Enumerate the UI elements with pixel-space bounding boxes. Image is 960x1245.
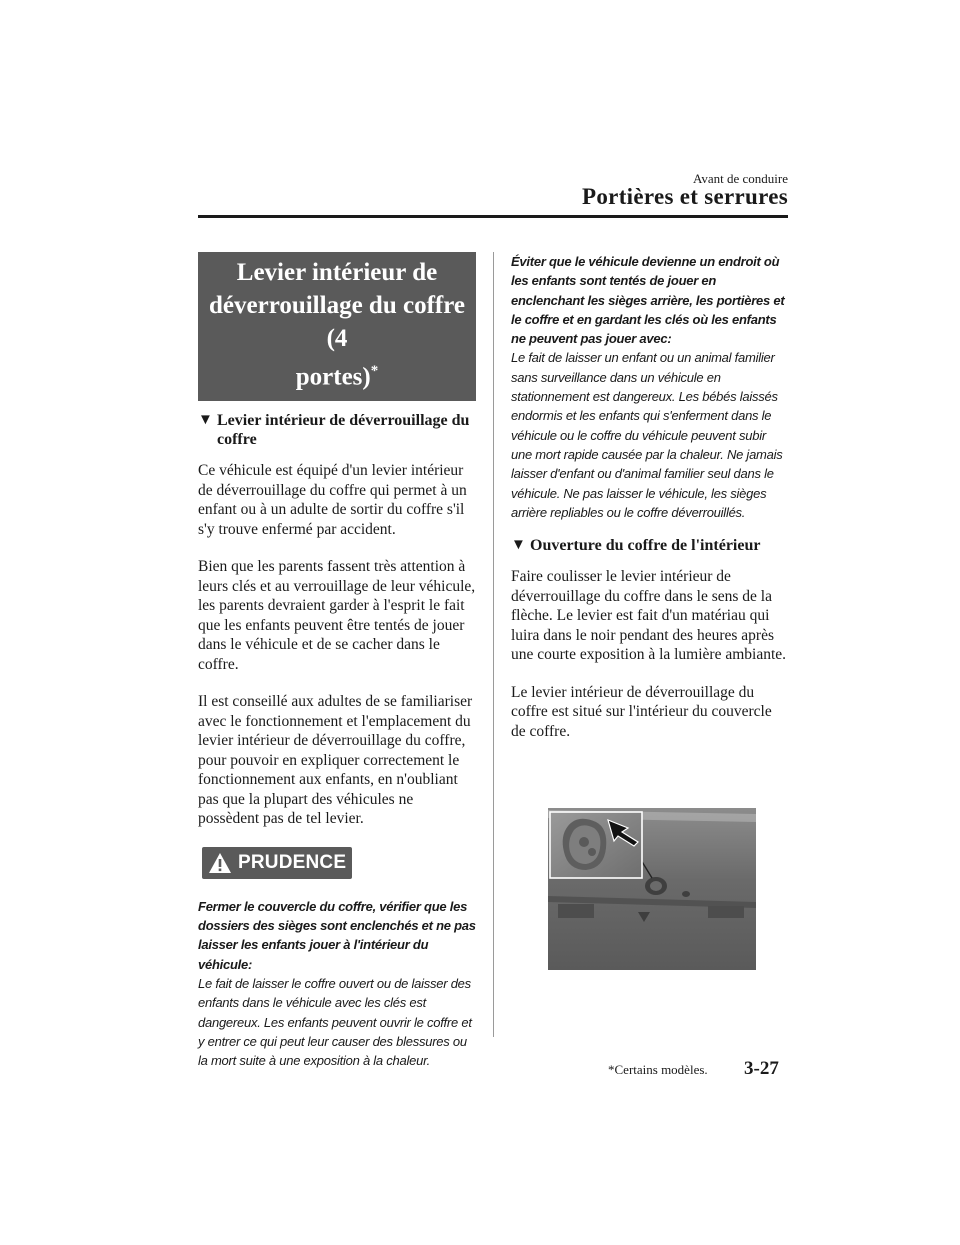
header-rule (198, 215, 788, 218)
caution-label: PRUDENCE (238, 851, 347, 873)
left-column (198, 252, 476, 1071)
caution-badge (202, 847, 352, 879)
subhead-interior-release (198, 411, 476, 449)
triangle-marker-icon: ▼ (198, 412, 213, 429)
trunk-release-lever-photo (548, 808, 756, 970)
warning-heading-right: Éviter que le véhicule devienne un endroit où les enfants sont tentés de jouer en enclenchant les sièges arrière, les portières et le coffre et en gardant les clés où les enfants ne peuvent pas jouer avec: (511, 254, 785, 347)
banner-line-1: Levier intérieur de (236, 259, 438, 286)
subhead-text: Ouverture du coffre de l'intérieur (530, 537, 761, 555)
paragraph-1: Ce véhicule est équipé d'un levier intérieur de déverrouillage du coffre qui permet à un enfant ou à un adulte de sortir du coffre s'il s'y trouve enfermé par accident. (198, 462, 467, 538)
subhead-open-trunk (511, 536, 789, 555)
section-title: Portières et serrures (582, 184, 788, 209)
banner-line-3 (200, 355, 474, 393)
warning-triangle-icon (208, 852, 232, 874)
triangle-marker-icon: ▼ (511, 537, 526, 554)
banner-line-3-text: portes) (295, 363, 371, 391)
subhead-text: Levier intérieur de déverrouillage du coffre (217, 412, 470, 449)
paragraph-2: Le levier intérieur de déverrouillage du coffre est situé sur l'intérieur du couvercle de coffre. (511, 683, 772, 740)
section-banner (198, 252, 476, 401)
column-divider (493, 252, 494, 1037)
paragraph-3: Il est conseillé aux adultes de se familiariser avec le fonctionnement et l'emplacement du levier intérieur de déverrouillage du coffre, pour pouvoir en expliquer correctement le fonctionnement aux enfants, en n'oubliant pas que la plupart des véhicules ne possèdent pas de tel levier. (198, 693, 473, 828)
certain-models-mark: * (370, 363, 379, 379)
footnote: *Certains modèles. (608, 1062, 708, 1077)
chapter-label: Avant de conduire (692, 171, 788, 186)
warning-text-left: Le fait de laisser le coffre ouvert ou de laisser des enfants dans le véhicule avec les clés est dangereux. Les enfants peuvent ouvrir le coffre et y entrer ce qui peut leur causer des blessures ou la mort suite à une exposition à la chaleur. (198, 976, 472, 1069)
warning-heading-left: Fermer le couvercle du coffre, vérifier que les dossiers des sièges sont enclenchés et ne pas laisser les enfants jouer à l'intérieur du véhicule: (198, 898, 476, 972)
banner-line-2: déverrouillage du coffre (4 (209, 292, 465, 352)
paragraph-1: Faire coulisser le levier intérieur de déverrouillage du coffre dans le sens de la flèche. Le levier est fait d'un matériau qui luira dans le noir pendant des heures après une courte exposition à la lumière ambiante. (511, 568, 787, 664)
paragraph-2: Bien que les parents fassent très attention à leurs clés et au verrouillage de leur véhicule, les parents devraient garder à l'esprit le fait que les enfants peuvent être tentés de jouer dans le véhicule et de se cacher dans le coffre. (198, 558, 476, 673)
page-number: 3-27 (744, 1058, 779, 1079)
right-column (511, 252, 789, 741)
warning-text-right: Le fait de laisser un enfant ou un animal familier sans surveillance dans un véhicule en stationnement est dangereux. Les bébés laissés endormis et les enfants qui s'enferment dans le véhicule ou le coffre du véhicule peuvent subir une mort rapide causée par la chaleur. Ne jamais laisser d'enfant ou d'animal familier seul dans le véhicule. Ne pas laisser le véhicule, les sièges arrière repliables ou le coffre déverrouillés. (511, 350, 783, 520)
